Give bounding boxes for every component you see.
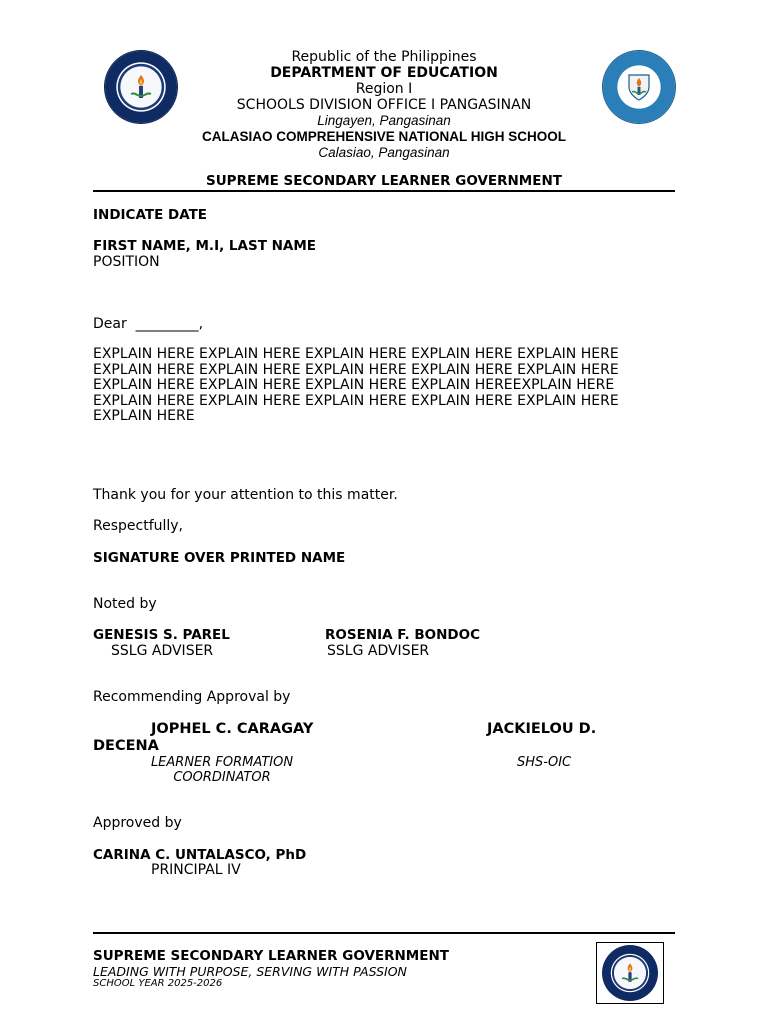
noted-signatory1-title: SSLG ADVISER <box>111 643 214 659</box>
recommending-signatory1-name: JOPHEL C. CARAGAY <box>151 721 314 737</box>
footer-school-year: SCHOOL YEAR 2025-2026 <box>93 978 223 989</box>
footer-divider <box>93 932 675 934</box>
footer-motto: LEADING WITH PURPOSE, SERVING WITH PASSION <box>93 964 407 979</box>
torch-icon <box>126 72 156 102</box>
noted-signatory2-name: ROSENIA F. BONDOC <box>325 627 481 643</box>
body-line: EXPLAIN HERE EXPLAIN HERE EXPLAIN HERE EXPLAIN HERE EXPLAIN HERE <box>93 392 619 409</box>
sslg-seal-logo <box>105 51 177 123</box>
recipient-name: FIRST NAME, M.I, LAST NAME <box>93 238 317 254</box>
school-location-line: Calasiao, Pangasinan <box>318 145 450 160</box>
noted-signatory1-name: GENESIS S. PAREL <box>93 627 230 643</box>
recommending-signatory1-title <box>145 755 299 785</box>
noted-signatory2-title: SSLG ADVISER <box>327 643 430 659</box>
letter-date: INDICATE DATE <box>93 207 208 223</box>
school-name-line: CALASIAO COMPREHENSIVE NATIONAL HIGH SCHOOL <box>201 129 567 144</box>
approver-title: PRINCIPAL IV <box>151 862 241 878</box>
title-line: LEARNER FORMATION <box>150 755 294 770</box>
body-line: EXPLAIN HERE EXPLAIN HERE EXPLAIN HERE EXPLAIN HERE EXPLAIN HERE <box>93 361 619 378</box>
recommending-signatory2-title: SHS-OIC <box>517 755 572 770</box>
org-title: SUPREME SECONDARY LEARNER GOVERNMENT <box>206 173 562 189</box>
signature-line: SIGNATURE OVER PRINTED NAME <box>93 550 346 566</box>
body-line: EXPLAIN HERE EXPLAIN HERE EXPLAIN HERE EXPLAIN HERE EXPLAIN HERE <box>93 346 619 362</box>
closing-line: Thank you for your attention to this matter. <box>93 487 398 503</box>
approver-name: CARINA C. UNTALASCO, PhD <box>93 847 307 863</box>
torch-icon <box>618 961 642 985</box>
recommending-label: Recommending Approval by <box>93 689 291 705</box>
region-line: Region I <box>355 81 413 97</box>
noted-by-label: Noted by <box>93 596 157 612</box>
header-divider <box>93 190 675 192</box>
department-line: DEPARTMENT OF EDUCATION <box>270 65 498 81</box>
complimentary-close: Respectfully, <box>93 518 184 534</box>
division-line: SCHOOLS DIVISION OFFICE I PANGASINAN <box>236 97 532 113</box>
division-location-line: Lingayen, Pangasinan <box>317 113 451 128</box>
sslg-seal-logo <box>602 945 658 1001</box>
body-line: EXPLAIN HERE EXPLAIN HERE EXPLAIN HERE EXPLAIN HEREEXPLAIN HERE <box>93 377 615 394</box>
calasiao-school-seal-logo <box>603 51 675 123</box>
title-line: COORDINATOR <box>173 770 271 785</box>
approved-by-label: Approved by <box>93 815 182 831</box>
footer-logo-frame <box>596 942 664 1004</box>
salutation: Dear _________, <box>93 316 204 332</box>
school-crest-icon <box>622 70 656 104</box>
republic-line: Republic of the Philippines <box>291 49 477 65</box>
letterhead <box>180 49 588 161</box>
recommending-signatory2-name-part1: JACKIELOU D. <box>487 721 597 737</box>
letter-body <box>93 347 619 425</box>
body-line: EXPLAIN HERE <box>93 408 195 425</box>
recipient-position: POSITION <box>93 254 160 270</box>
recommending-signatory2-name-part2: DECENA <box>93 738 159 754</box>
footer-org: SUPREME SECONDARY LEARNER GOVERNMENT <box>93 948 449 964</box>
